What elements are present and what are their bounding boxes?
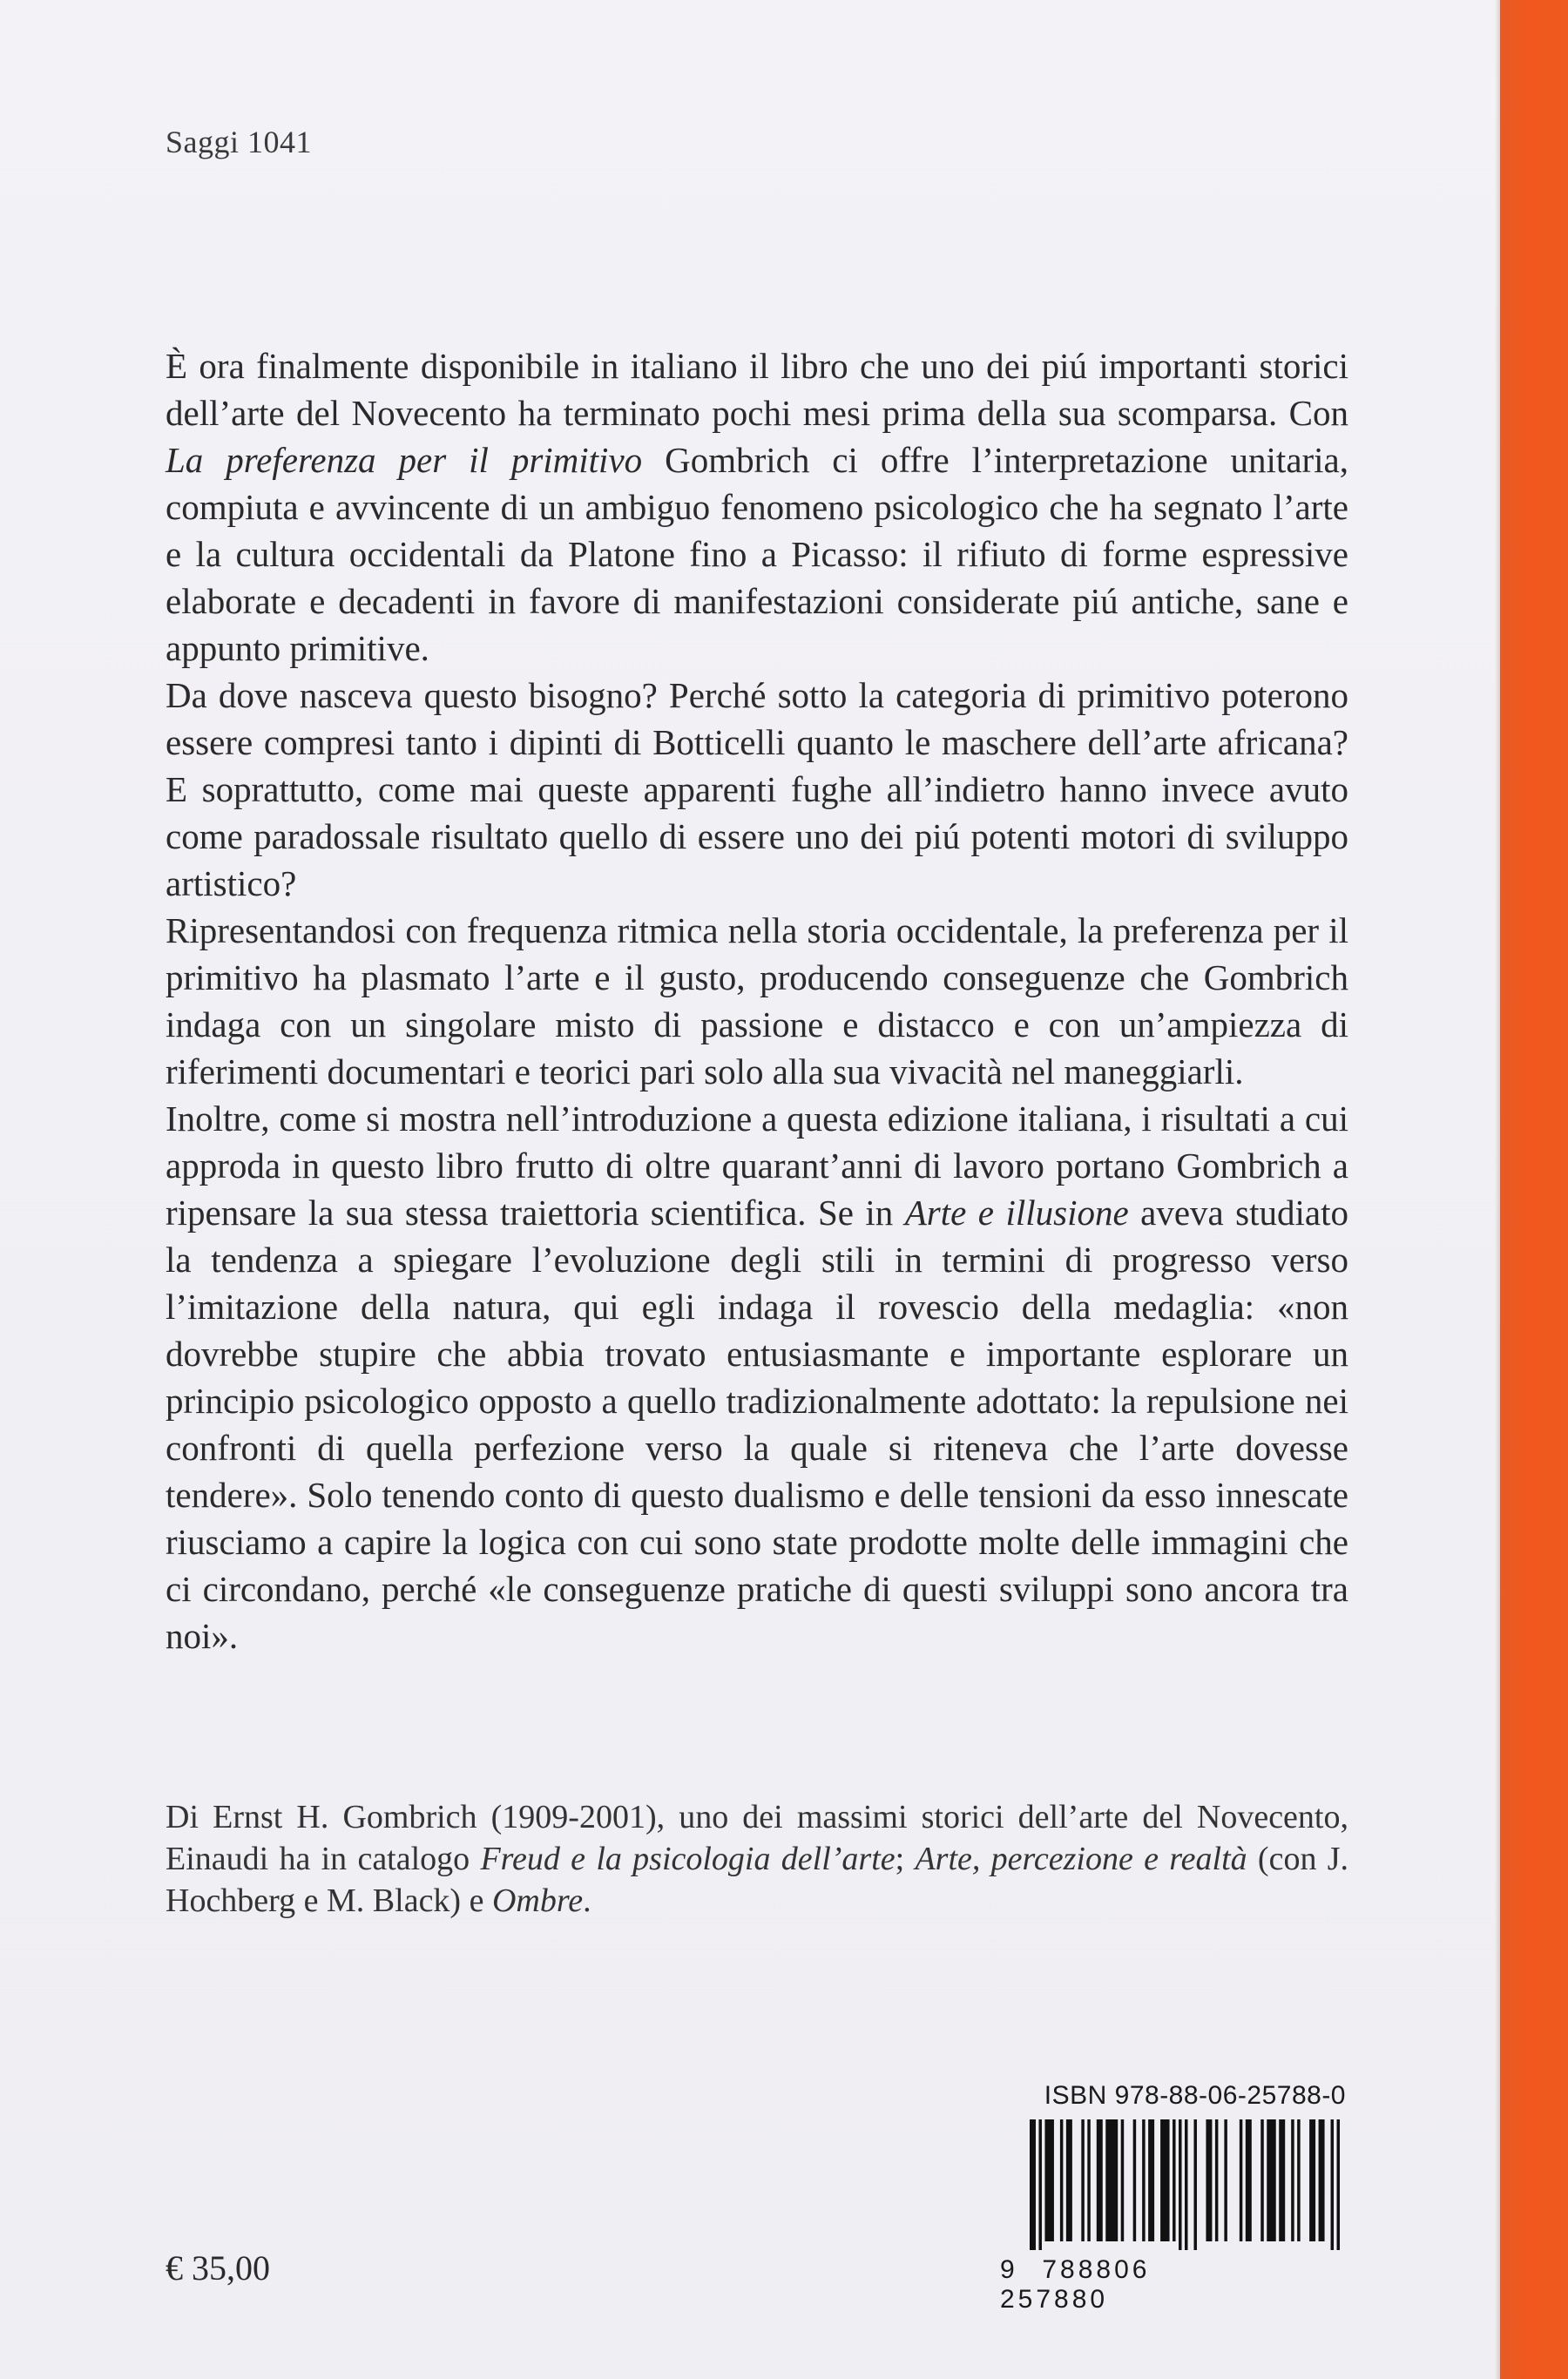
barcode-bar <box>1121 2119 1124 2241</box>
barcode-bar <box>1215 2119 1218 2241</box>
barcode-bar <box>1097 2119 1103 2241</box>
barcode-bar <box>1148 2119 1154 2241</box>
barcode-bar <box>1331 2119 1334 2250</box>
blurb-paragraph <box>166 342 1348 672</box>
barcode-bar <box>1260 2119 1263 2241</box>
barcode-bar <box>1066 2119 1072 2241</box>
price: € 35,00 <box>166 2248 270 2288</box>
barcode-bar <box>1087 2119 1090 2241</box>
barcode-bar <box>1319 2119 1325 2241</box>
barcode-bar <box>1240 2119 1242 2241</box>
barcode-bar <box>1337 2119 1340 2250</box>
barcode-digit-first: 9 <box>1000 2255 1018 2284</box>
barcode-bar <box>1224 2119 1227 2241</box>
text-run: Da dove nasceva questo bisogno? Perché sotto la categoria di primitivo poterono essere compresi tanto i dipinti di Botticelli quanto le maschere dell’arte africana? E soprattutto, come mai queste apparenti fughe all’indietro hanno invece avuto come paradossale risultato quello di essere uno dei piú potenti motori di sviluppo artistico? <box>166 675 1348 903</box>
barcode-bar <box>1105 2119 1118 2241</box>
blurb-paragraph <box>166 1095 1348 1659</box>
text-run: Ripresentandosi con frequenza ritmica nella storia occidentale, la preferenza per il primitivo ha plasmato l’arte e il gusto, producendo conseguenze che Gombrich indaga con un singolare misto di passione e distacco e con un’ampiezza di riferimenti documentari e teorici pari solo alla sua vivacità nel maneggiarli. <box>166 910 1348 1092</box>
text-run: (con J. Hochberg e M. Black) e <box>166 1841 1349 1919</box>
author-bio <box>166 1796 1348 1922</box>
barcode-bar <box>1060 2119 1063 2241</box>
barcode-bar <box>1081 2119 1084 2241</box>
book-title-italic: La preferenza per il primitivo <box>166 440 643 480</box>
spine-orange <box>1500 0 1568 2379</box>
barcode-bar <box>1246 2119 1252 2241</box>
book-title-italic: Ombre <box>491 1882 584 1919</box>
barcode-digits <box>1000 2255 1348 2315</box>
book-title-italic: Arte, percezione e realtà <box>915 1841 1247 1877</box>
barcode-bar <box>1179 2119 1181 2250</box>
barcode-bar <box>1267 2119 1275 2241</box>
barcode-digits-left: 788806 <box>1042 2255 1151 2284</box>
barcode-bar <box>1279 2119 1285 2241</box>
blurb-text <box>166 342 1348 1659</box>
barcode-bar <box>1297 2119 1300 2241</box>
barcode-bar <box>1133 2119 1136 2241</box>
text-run: Inoltre, come si mostra nell’introduzione a questa edizione italiana, i risultati a cui approda in questo libro frutto di oltre quarant’anni di lavoro portano Gombrich a ripensare la sua stessa traiettoria scientifica. Se in <box>166 1098 1348 1233</box>
blurb-paragraph <box>166 672 1348 907</box>
text-run: È ora finalmente disponibile in italiano il libro che uno dei piú importanti storici dell’arte del Novecento ha terminato pochi mesi prima della sua scomparsa. Con <box>166 346 1348 433</box>
barcode-bar <box>1185 2119 1187 2250</box>
text-run: ; <box>895 1841 916 1877</box>
barcode-bar <box>1038 2119 1041 2250</box>
barcode-bar <box>1142 2119 1145 2241</box>
book-title-italic: Freud e la psicologia dell’arte <box>480 1841 896 1877</box>
text-run: . <box>583 1882 591 1919</box>
barcode <box>1030 2119 1346 2250</box>
isbn-label: ISBN 978-88-06-25788-0 <box>1044 2081 1346 2110</box>
book-title-italic: Arte e illusione <box>904 1193 1129 1233</box>
barcode-bar <box>1291 2119 1294 2241</box>
text-run: Di Ernst H. Gombrich (1909-2001), uno dei massimi storici dell’arte del Novecento, Einaudi ha in catalogo <box>166 1799 1348 1877</box>
barcode-bar <box>1173 2119 1175 2241</box>
blurb-paragraph <box>166 907 1348 1095</box>
barcode-bar <box>1309 2119 1315 2241</box>
text-run: aveva studiato la tendenza a spiegare l’evoluzione degli stili in termini di progresso verso l’imitazione della natura, qui egli indaga il rovescio della medaglia: «non dovrebbe stupire che abbia trovato entusiasmante e importante esplorare un principio psicologico opposto a quello tradizionalmente adottato: la repulsione nei confronti di quella perfezione verso la quale si riteneva che l’arte dovesse tendere». Solo tenendo conto di questo dualismo e delle tensioni da esso innescate riusciamo a capire la logica con cui sono state prodotte molte delle immagini che ci circondano, perché «le conseguenze pratiche di questi sviluppi sono ancora tra noi». <box>166 1193 1349 1656</box>
barcode-bar <box>1030 2119 1036 2250</box>
barcode-bar <box>1206 2119 1212 2241</box>
barcode-bar <box>1160 2119 1169 2241</box>
barcode-digits-right: 257880 <box>1000 2285 1109 2314</box>
series-label: Saggi 1041 <box>166 125 313 159</box>
bio-paragraph <box>166 1796 1348 1922</box>
barcode-bar <box>1044 2119 1053 2241</box>
text-run: Gombrich ci offre l’interpretazione unitaria, compiuta e avvincente di un ambiguo fenomeno psicologico che ha segnato l’arte e la cultura occidentali da Platone fino a Picasso: il rifiuto di forme espressive elaborate e decadenti in favore di manifestazioni considerate piú antiche, sane e appunto primitive. <box>166 440 1349 668</box>
barcode-bar <box>1193 2119 1196 2250</box>
